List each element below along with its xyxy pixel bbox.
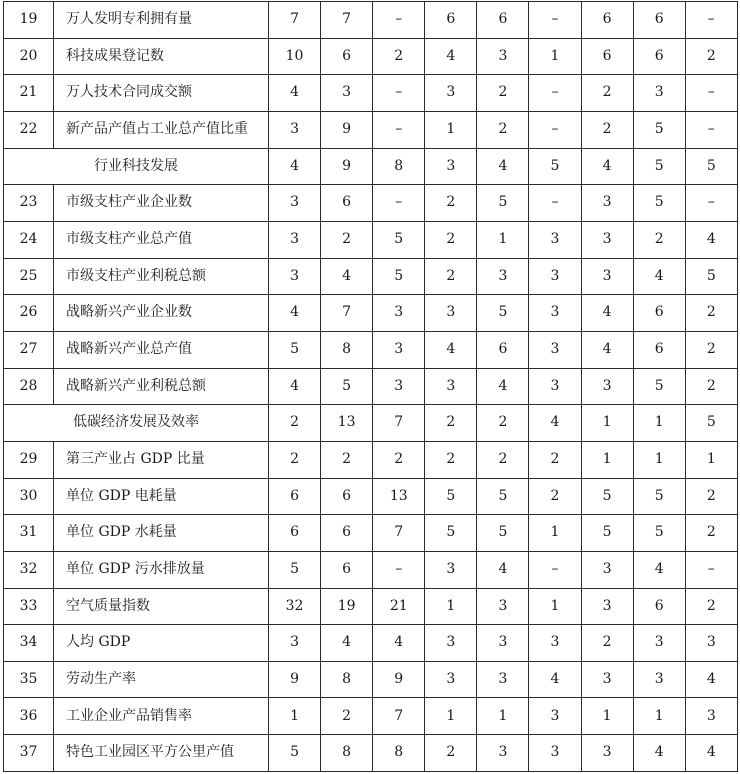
value-cell: 5 xyxy=(425,478,477,515)
value-cell: 5 xyxy=(321,368,373,405)
category-row xyxy=(4,148,738,185)
value-cell: 3 xyxy=(425,368,477,405)
value-cell: 3 xyxy=(269,625,321,662)
value-cell: 10 xyxy=(269,38,321,75)
value-cell: 3 xyxy=(633,625,685,662)
value-cell: 1 xyxy=(529,588,581,625)
table-row xyxy=(4,735,738,772)
table-row xyxy=(4,75,738,112)
value-cell: – xyxy=(685,75,737,112)
value-cell: 3 xyxy=(529,295,581,332)
value-cell: 5 xyxy=(633,478,685,515)
value-cell: 1 xyxy=(685,441,737,478)
table-row xyxy=(4,515,738,552)
value-cell: 6 xyxy=(633,2,685,39)
value-cell: 9 xyxy=(321,111,373,148)
value-cell: 5 xyxy=(477,295,529,332)
value-cell: 5 xyxy=(633,368,685,405)
value-cell: 3 xyxy=(477,588,529,625)
value-cell: 7 xyxy=(321,295,373,332)
value-cell: 5 xyxy=(269,735,321,772)
value-cell: 1 xyxy=(633,698,685,735)
indicator-name: 万人发明专利拥有量 xyxy=(54,2,269,39)
value-cell: 5 xyxy=(633,148,685,185)
value-cell: 4 xyxy=(425,38,477,75)
value-cell: – xyxy=(685,111,737,148)
value-cell: 4 xyxy=(477,368,529,405)
value-cell: 2 xyxy=(685,478,737,515)
value-cell: 5 xyxy=(685,405,737,442)
indicator-name: 万人技术合同成交额 xyxy=(54,75,269,112)
category-label: 行业科技发展 xyxy=(4,148,269,185)
value-cell: 1 xyxy=(581,441,633,478)
value-cell: 6 xyxy=(425,2,477,39)
table-row xyxy=(4,368,738,405)
category-row xyxy=(4,405,738,442)
table-body xyxy=(4,2,738,772)
value-cell: 3 xyxy=(477,625,529,662)
value-cell: 3 xyxy=(529,735,581,772)
value-cell: 2 xyxy=(581,75,633,112)
value-cell: 2 xyxy=(685,588,737,625)
value-cell: 5 xyxy=(633,185,685,222)
value-cell: 8 xyxy=(373,148,425,185)
row-number: 25 xyxy=(4,258,54,295)
value-cell: 2 xyxy=(685,295,737,332)
value-cell: 4 xyxy=(581,148,633,185)
value-cell: 1 xyxy=(529,38,581,75)
table-row xyxy=(4,111,738,148)
value-cell: 6 xyxy=(321,185,373,222)
value-cell: – xyxy=(685,551,737,588)
value-cell: 3 xyxy=(581,368,633,405)
value-cell: 5 xyxy=(373,258,425,295)
table-row xyxy=(4,441,738,478)
value-cell: 7 xyxy=(373,405,425,442)
value-cell: 2 xyxy=(425,405,477,442)
value-cell: 3 xyxy=(581,185,633,222)
table-row xyxy=(4,295,738,332)
value-cell: 3 xyxy=(269,221,321,258)
row-number: 20 xyxy=(4,38,54,75)
value-cell: – xyxy=(529,551,581,588)
value-cell: 3 xyxy=(529,331,581,368)
indicator-name: 单位 GDP 污水排放量 xyxy=(54,551,269,588)
value-cell: 2 xyxy=(321,221,373,258)
value-cell: 6 xyxy=(581,38,633,75)
value-cell: 4 xyxy=(269,148,321,185)
indicator-name: 市级支柱产业利税总额 xyxy=(54,258,269,295)
value-cell: 2 xyxy=(425,185,477,222)
value-cell: 1 xyxy=(581,405,633,442)
indicator-name: 战略新兴产业利税总额 xyxy=(54,368,269,405)
row-number: 30 xyxy=(4,478,54,515)
value-cell: 3 xyxy=(269,258,321,295)
value-cell: 5 xyxy=(269,331,321,368)
row-number: 24 xyxy=(4,221,54,258)
value-cell: 13 xyxy=(373,478,425,515)
value-cell: 19 xyxy=(321,588,373,625)
value-cell: – xyxy=(373,2,425,39)
value-cell: 3 xyxy=(269,185,321,222)
row-number: 21 xyxy=(4,75,54,112)
value-cell: 2 xyxy=(373,38,425,75)
value-cell: 7 xyxy=(373,698,425,735)
value-cell: 6 xyxy=(477,2,529,39)
row-number: 23 xyxy=(4,185,54,222)
value-cell: 4 xyxy=(425,331,477,368)
value-cell: 5 xyxy=(477,515,529,552)
value-cell: 32 xyxy=(269,588,321,625)
value-cell: 4 xyxy=(581,295,633,332)
value-cell: 5 xyxy=(633,111,685,148)
table-row xyxy=(4,221,738,258)
row-number: 29 xyxy=(4,441,54,478)
value-cell: 3 xyxy=(529,625,581,662)
value-cell: – xyxy=(373,185,425,222)
indicator-name: 市级支柱产业总产值 xyxy=(54,221,269,258)
indicator-name: 第三产业占 GDP 比量 xyxy=(54,441,269,478)
value-cell: 3 xyxy=(581,588,633,625)
value-cell: 1 xyxy=(425,698,477,735)
value-cell: 6 xyxy=(321,38,373,75)
table-row xyxy=(4,661,738,698)
value-cell: 3 xyxy=(425,75,477,112)
value-cell: 6 xyxy=(321,478,373,515)
value-cell: 3 xyxy=(685,698,737,735)
value-cell: 3 xyxy=(581,735,633,772)
value-cell: – xyxy=(373,111,425,148)
value-cell: 6 xyxy=(477,331,529,368)
table-row xyxy=(4,38,738,75)
indicator-name: 单位 GDP 电耗量 xyxy=(54,478,269,515)
value-cell: 2 xyxy=(581,111,633,148)
value-cell: – xyxy=(685,2,737,39)
value-cell: 1 xyxy=(581,698,633,735)
value-cell: 1 xyxy=(269,698,321,735)
value-cell: 4 xyxy=(269,75,321,112)
category-label: 低碳经济发展及效率 xyxy=(4,405,269,442)
value-cell: 3 xyxy=(581,551,633,588)
value-cell: 2 xyxy=(685,331,737,368)
value-cell: 9 xyxy=(269,661,321,698)
value-cell: 3 xyxy=(581,258,633,295)
value-cell: 5 xyxy=(529,148,581,185)
value-cell: 5 xyxy=(425,515,477,552)
value-cell: 4 xyxy=(529,661,581,698)
indicator-ranking-table xyxy=(3,1,738,772)
indicator-name: 特色工业园区平方公里产值 xyxy=(54,735,269,772)
indicator-name: 新产品产值占工业总产值比重 xyxy=(54,111,269,148)
value-cell: 3 xyxy=(321,75,373,112)
value-cell: 5 xyxy=(685,148,737,185)
value-cell: 3 xyxy=(425,148,477,185)
indicator-name: 市级支柱产业企业数 xyxy=(54,185,269,222)
indicator-name: 工业企业产品销售率 xyxy=(54,698,269,735)
value-cell: 3 xyxy=(529,258,581,295)
value-cell: 2 xyxy=(321,698,373,735)
indicator-name: 单位 GDP 水耗量 xyxy=(54,515,269,552)
row-number: 35 xyxy=(4,661,54,698)
value-cell: 3 xyxy=(477,258,529,295)
value-cell: 8 xyxy=(321,661,373,698)
value-cell: 3 xyxy=(269,111,321,148)
value-cell: 4 xyxy=(633,735,685,772)
value-cell: 2 xyxy=(269,441,321,478)
value-cell: 2 xyxy=(269,405,321,442)
value-cell: 6 xyxy=(633,38,685,75)
value-cell: 6 xyxy=(633,295,685,332)
value-cell: 5 xyxy=(269,551,321,588)
value-cell: 3 xyxy=(581,661,633,698)
value-cell: 3 xyxy=(425,551,477,588)
table-row xyxy=(4,331,738,368)
value-cell: 7 xyxy=(321,2,373,39)
value-cell: 1 xyxy=(633,441,685,478)
value-cell: 3 xyxy=(425,625,477,662)
value-cell: 8 xyxy=(321,331,373,368)
value-cell: 6 xyxy=(269,515,321,552)
value-cell: 4 xyxy=(685,735,737,772)
value-cell: 6 xyxy=(633,588,685,625)
table-row xyxy=(4,551,738,588)
indicator-name: 科技成果登记数 xyxy=(54,38,269,75)
value-cell: 4 xyxy=(685,221,737,258)
value-cell: 4 xyxy=(477,551,529,588)
value-cell: – xyxy=(529,111,581,148)
value-cell: 4 xyxy=(685,661,737,698)
value-cell: 1 xyxy=(425,588,477,625)
value-cell: – xyxy=(529,185,581,222)
value-cell: 1 xyxy=(529,515,581,552)
row-number: 27 xyxy=(4,331,54,368)
value-cell: 4 xyxy=(581,331,633,368)
value-cell: 2 xyxy=(425,735,477,772)
value-cell: 5 xyxy=(581,515,633,552)
value-cell: 2 xyxy=(425,221,477,258)
value-cell: 3 xyxy=(373,295,425,332)
value-cell: 2 xyxy=(373,441,425,478)
value-cell: 3 xyxy=(477,38,529,75)
value-cell: 2 xyxy=(633,221,685,258)
value-cell: 4 xyxy=(321,258,373,295)
row-number: 34 xyxy=(4,625,54,662)
row-number: 19 xyxy=(4,2,54,39)
value-cell: 2 xyxy=(477,405,529,442)
table-row xyxy=(4,698,738,735)
value-cell: 4 xyxy=(477,148,529,185)
value-cell: – xyxy=(373,551,425,588)
value-cell: 6 xyxy=(321,551,373,588)
value-cell: 5 xyxy=(633,515,685,552)
value-cell: 5 xyxy=(685,258,737,295)
value-cell: 6 xyxy=(581,2,633,39)
value-cell: 2 xyxy=(321,441,373,478)
value-cell: 9 xyxy=(321,148,373,185)
table-row xyxy=(4,588,738,625)
value-cell: 8 xyxy=(373,735,425,772)
value-cell: 3 xyxy=(633,661,685,698)
row-number: 37 xyxy=(4,735,54,772)
indicator-name: 空气质量指数 xyxy=(54,588,269,625)
value-cell: 6 xyxy=(633,331,685,368)
value-cell: 3 xyxy=(529,698,581,735)
value-cell: – xyxy=(529,2,581,39)
value-cell: 4 xyxy=(633,258,685,295)
row-number: 36 xyxy=(4,698,54,735)
row-number: 32 xyxy=(4,551,54,588)
value-cell: 2 xyxy=(529,478,581,515)
value-cell: 2 xyxy=(477,75,529,112)
value-cell: 1 xyxy=(425,111,477,148)
table-row xyxy=(4,185,738,222)
value-cell: 4 xyxy=(529,405,581,442)
value-cell: 4 xyxy=(633,551,685,588)
value-cell: 2 xyxy=(685,368,737,405)
value-cell: 9 xyxy=(373,661,425,698)
value-cell: 4 xyxy=(269,368,321,405)
row-number: 31 xyxy=(4,515,54,552)
value-cell: 3 xyxy=(633,75,685,112)
value-cell: 3 xyxy=(425,661,477,698)
row-number: 33 xyxy=(4,588,54,625)
value-cell: 5 xyxy=(477,185,529,222)
table-row xyxy=(4,258,738,295)
value-cell: 2 xyxy=(477,111,529,148)
value-cell: 3 xyxy=(581,221,633,258)
row-number: 26 xyxy=(4,295,54,332)
value-cell: 6 xyxy=(269,478,321,515)
value-cell: 5 xyxy=(581,478,633,515)
value-cell: 3 xyxy=(425,295,477,332)
value-cell: 3 xyxy=(529,368,581,405)
value-cell: 2 xyxy=(685,38,737,75)
indicator-name: 劳动生产率 xyxy=(54,661,269,698)
value-cell: 2 xyxy=(529,441,581,478)
indicator-name: 战略新兴产业总产值 xyxy=(54,331,269,368)
indicator-name: 战略新兴产业企业数 xyxy=(54,295,269,332)
value-cell: 21 xyxy=(373,588,425,625)
value-cell: 2 xyxy=(477,441,529,478)
table-row xyxy=(4,625,738,662)
value-cell: 4 xyxy=(321,625,373,662)
value-cell: 2 xyxy=(685,515,737,552)
value-cell: 7 xyxy=(269,2,321,39)
value-cell: 5 xyxy=(373,221,425,258)
value-cell: 3 xyxy=(477,661,529,698)
table-row xyxy=(4,2,738,39)
value-cell: 8 xyxy=(321,735,373,772)
value-cell: 3 xyxy=(477,735,529,772)
value-cell: 1 xyxy=(477,221,529,258)
value-cell: 2 xyxy=(425,441,477,478)
table-row xyxy=(4,478,738,515)
value-cell: 3 xyxy=(373,331,425,368)
value-cell: – xyxy=(373,75,425,112)
value-cell: 6 xyxy=(321,515,373,552)
value-cell: – xyxy=(529,75,581,112)
value-cell: 1 xyxy=(477,698,529,735)
value-cell: 2 xyxy=(425,258,477,295)
value-cell: 1 xyxy=(633,405,685,442)
value-cell: 7 xyxy=(373,515,425,552)
value-cell: 5 xyxy=(477,478,529,515)
row-number: 28 xyxy=(4,368,54,405)
value-cell: 2 xyxy=(581,625,633,662)
row-number: 22 xyxy=(4,111,54,148)
value-cell: – xyxy=(685,185,737,222)
value-cell: 3 xyxy=(529,221,581,258)
value-cell: 3 xyxy=(373,368,425,405)
value-cell: 4 xyxy=(373,625,425,662)
value-cell: 4 xyxy=(269,295,321,332)
value-cell: 13 xyxy=(321,405,373,442)
value-cell: 3 xyxy=(685,625,737,662)
indicator-name: 人均 GDP xyxy=(54,625,269,662)
